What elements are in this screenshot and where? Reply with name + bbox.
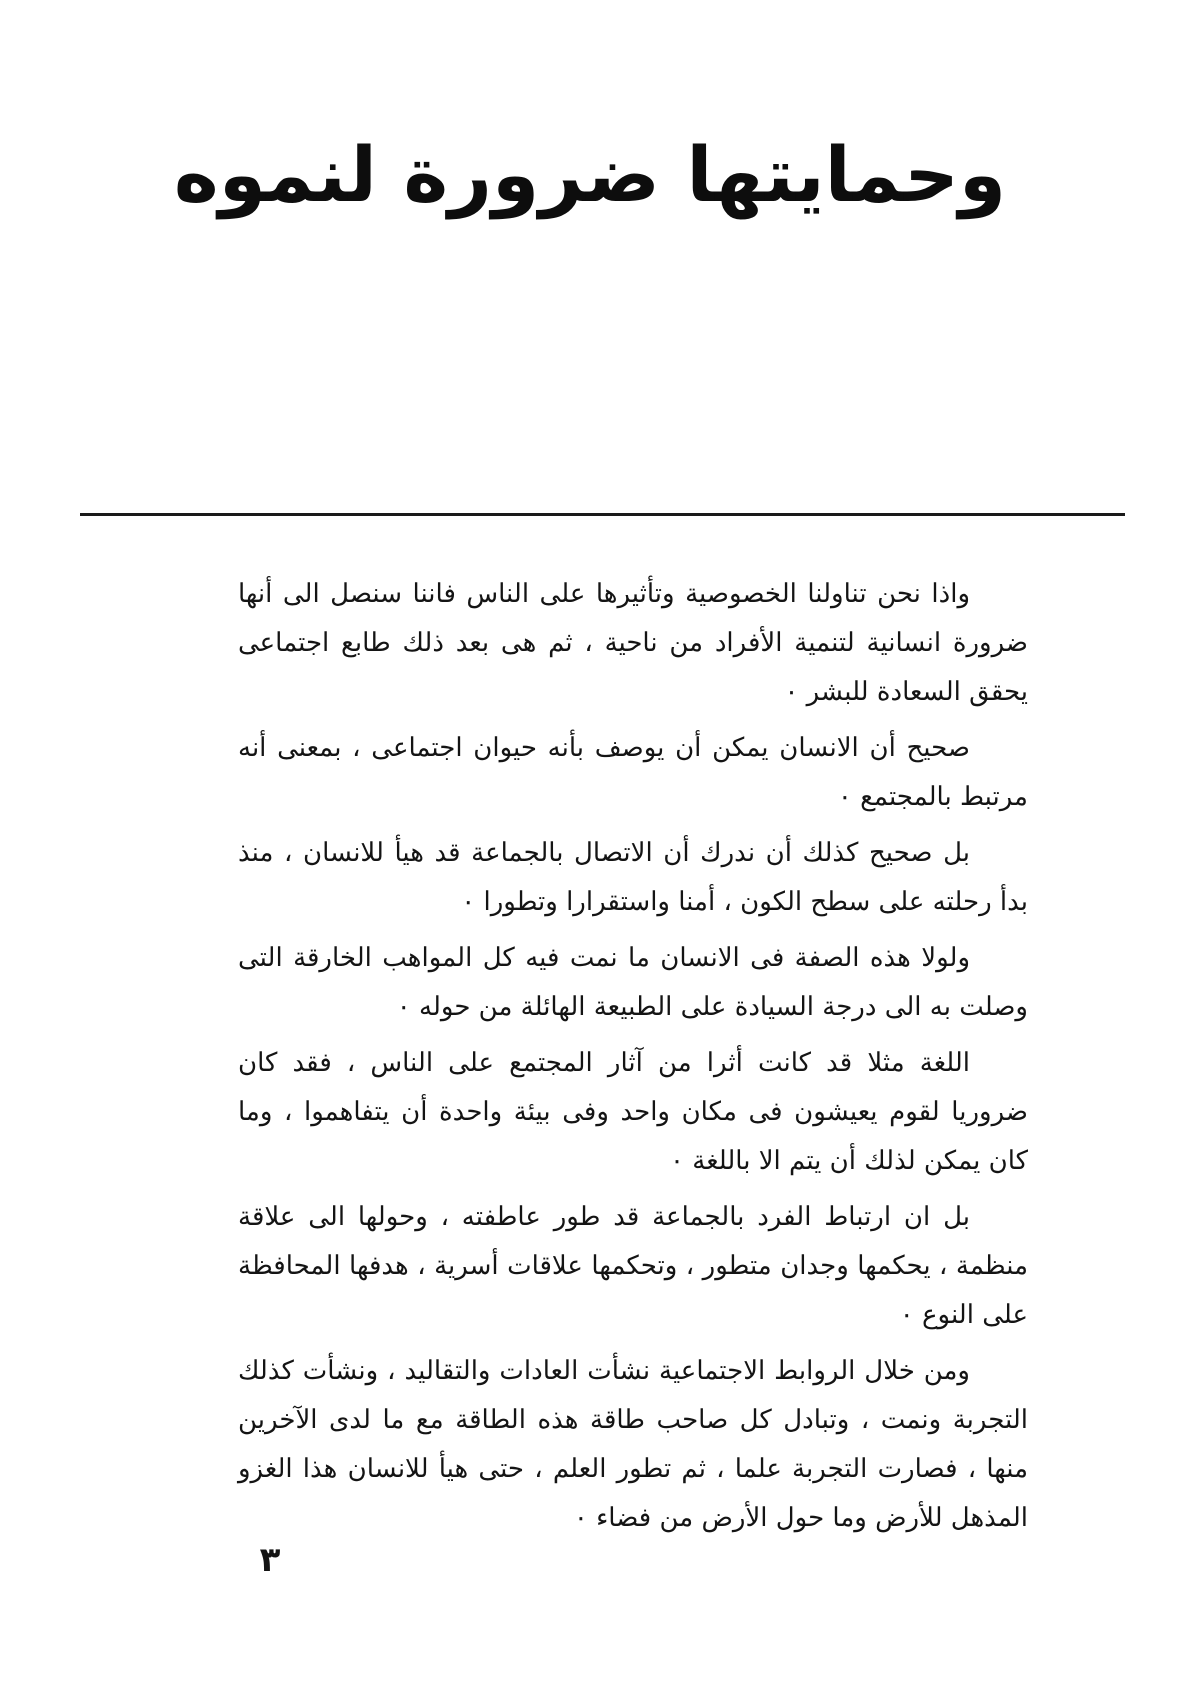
page-title: وحمايتها ضرورة لنموه <box>173 130 1007 219</box>
article-body <box>238 570 1028 1550</box>
title-divider <box>80 513 1125 516</box>
paragraph-1: واذا نحن تناولنا الخصوصية وتأثيرها على الناس فاننا سنصل الى أنها ضرورة انسانية لتنمية الأفراد من ناحية ، ثم هى بعد ذلك طابع اجتماعى يحقق السعادة للبشر ٠ <box>238 579 1028 707</box>
paragraph-2: صحيح أن الانسان يمكن أن يوصف بأنه حيوان اجتماعى ، بمعنى أنه مرتبط بالمجتمع ٠ <box>238 733 1028 812</box>
paragraph-6: بل ان ارتباط الفرد بالجماعة قد طور عاطفته ، وحولها الى علاقة منظمة ، يحكمها وجدان متطور ، وتحكمها علاقات أسرية ، هدفها المحافظة على النوع ٠ <box>238 1202 1028 1330</box>
page-number: ٣ <box>259 1540 281 1580</box>
paragraph-4: ولولا هذه الصفة فى الانسان ما نمت فيه كل المواهب الخارقة التى وصلت به الى درجة السيادة على الطبيعة الهائلة من حوله ٠ <box>238 943 1028 1022</box>
paragraph-3: بل صحيح كذلك أن ندرك أن الاتصال بالجماعة قد هيأ للانسان ، منذ بدأ رحلته على سطح الكون ، أمنا واستقرارا وتطورا ٠ <box>238 838 1028 917</box>
paragraph-5: اللغة مثلا قد كانت أثرا من آثار المجتمع على الناس ، فقد كان ضروريا لقوم يعيشون فى مكان واحد وفى بيئة واحدة أن يتفاهموا ، وما كان يمكن لذلك أن يتم الا باللغة ٠ <box>238 1048 1028 1176</box>
paragraph-7: ومن خلال الروابط الاجتماعية نشأت العادات والتقاليد ، ونشأت كذلك التجربة ونمت ، وتبادل كل صاحب طاقة هذه الطاقة مع ما لدى الآخرين منها ، فصارت التجربة علما ، ثم تطور العلم ، حتى هيأ للانسان هذا الغزو المذهل للأرض وما حول الأرض من فضاء ٠ <box>238 1356 1028 1533</box>
